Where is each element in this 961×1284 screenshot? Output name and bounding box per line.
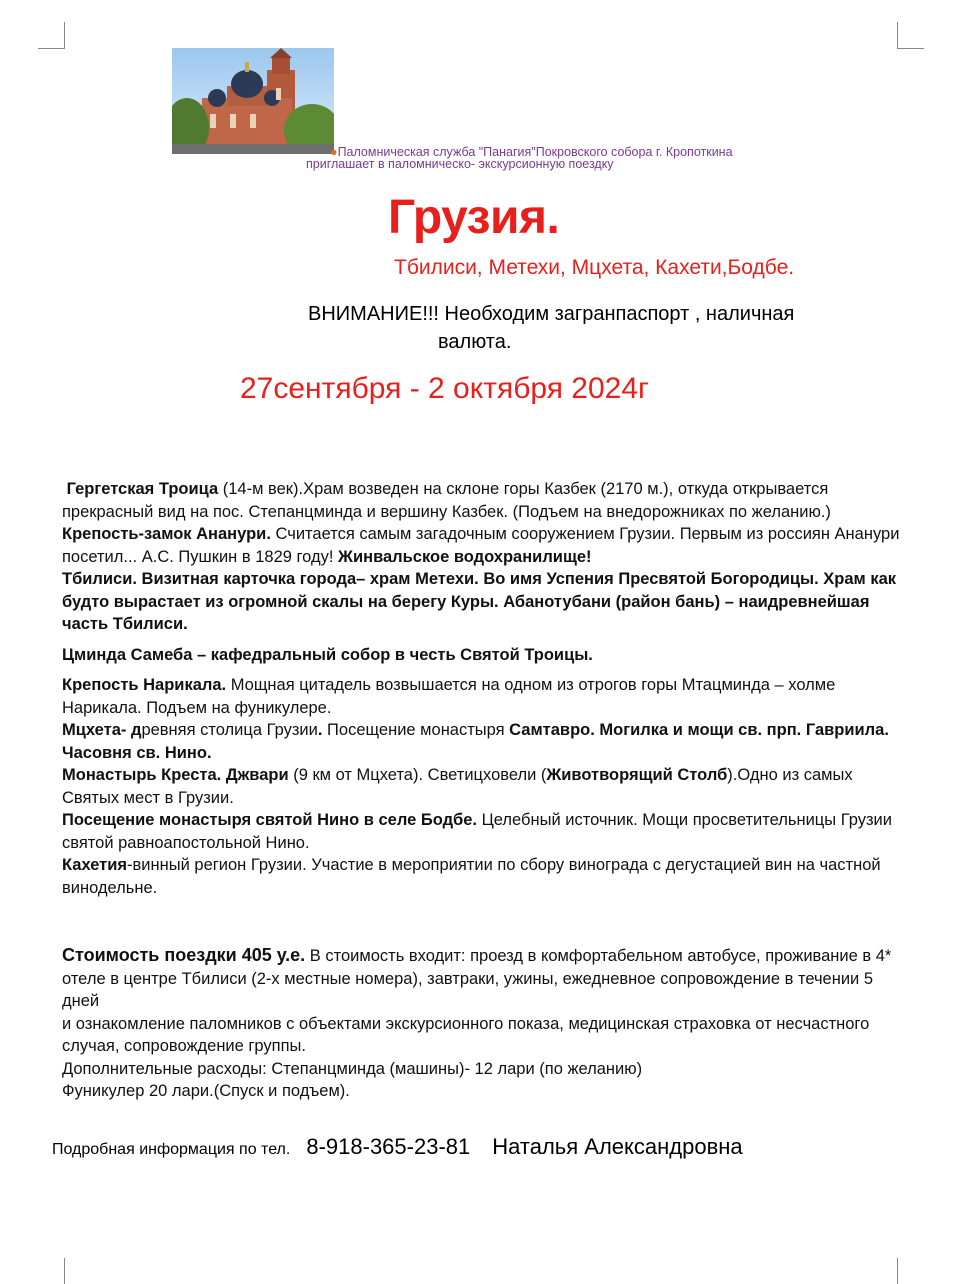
- item-text: ревняя столица Грузии: [141, 721, 318, 739]
- item-heading-2: Жинвальское водохранилище!: [338, 547, 592, 566]
- contact-name: Наталья Александровна: [492, 1134, 743, 1159]
- contact-phone: 8-918-365-23-81: [306, 1134, 471, 1159]
- itinerary-item-bodbe: [62, 809, 902, 854]
- cost-line-2: и ознакомление паломников с объектами экскурсионного показа, медицинская страховка от несчастного случая, сопровождение группы.: [62, 1014, 870, 1055]
- item-heading: Кахетия: [62, 856, 128, 874]
- cost-line-1: [62, 944, 892, 1013]
- itinerary-item-narikala: [62, 674, 902, 719]
- contact-info: [52, 1134, 743, 1160]
- item-text: (9 км от Мцхета). Светицховели (: [288, 766, 547, 784]
- item-heading-3: Самтавро. Могилка и мощи св. прп. Гавриила. Часовня св. Нино.: [62, 721, 889, 762]
- attention-notice: [308, 300, 888, 356]
- item-text: Мощная цитадель возвышается на одном из отрогов горы Мтацминда – холме Нарикала. Подъем на фуникулере.: [62, 676, 836, 717]
- item-heading-2: Животворящий Столб: [546, 766, 728, 784]
- cost-line-3: Дополнительные расходы: Степанцминда (машины)- 12 лари (по желанию): [62, 1059, 643, 1078]
- item-heading: Крепость-замок Ананури.: [62, 525, 271, 543]
- item-heading: Мцхета- д: [62, 721, 142, 739]
- page-title: Грузия.: [388, 191, 560, 244]
- attention-line-1: ВНИМАНИЕ!!! Необходим загранпаспорт , наличная: [308, 303, 795, 325]
- organizer-line-1: Паломническая служба "Панагия"Покровского собора г. Кропоткина: [337, 145, 733, 159]
- trip-dates: 27сентября - 2 октября 2024г: [240, 372, 649, 405]
- cost-line-4: Фуникулер 20 лари.(Спуск и подъем).: [62, 1082, 350, 1100]
- contact-label: Подробная информация по тел.: [52, 1141, 291, 1158]
- cost-heading: Стоимость поездки 405 у.е.: [62, 945, 306, 965]
- cost-section: [62, 944, 892, 1103]
- itinerary-item-kakheti: [62, 854, 902, 899]
- itinerary-item-mtskheta: [62, 719, 902, 764]
- cathedral-image: [172, 48, 334, 154]
- itinerary-item-ananuri: [62, 523, 902, 568]
- item-heading: Посещение монастыря святой Нино в селе Бодбе.: [62, 811, 478, 829]
- item-heading: Монастырь Креста. Джвари: [62, 766, 289, 784]
- item-heading: Крепость Нарикала.: [62, 676, 227, 694]
- cathedral-photo: [172, 48, 334, 154]
- organizer-line-2: приглашает в паломническо- экскурсионную поездку: [306, 157, 614, 171]
- organizer-text: [306, 145, 850, 171]
- itinerary-item-sameba: [62, 644, 902, 667]
- item-heading: Гергетская Троица: [66, 480, 219, 498]
- item-text: Целебный источник. Мощи просветительницы Грузии святой равноапостольной Нино.: [62, 811, 892, 852]
- item-heading: Цминда Самеба – кафедральный собор в честь Святой Троицы.: [62, 645, 593, 664]
- bullet-icon: ●: [330, 145, 338, 159]
- crop-mark-top-left: [38, 22, 65, 49]
- itinerary-item-jvari: [62, 764, 902, 809]
- crop-mark-bottom-right: [897, 1258, 924, 1284]
- item-text-2: ).Одно из самых Святых мест в Грузии.: [62, 766, 853, 807]
- itinerary: [62, 478, 902, 899]
- cities-subtitle: Тбилиси, Метехи, Мцхета, Кахети,Бодбе.: [394, 256, 795, 279]
- item-heading: Тбилиси. Визитная карточка города– храм Метехи. Во имя Успения Пресвятой Богородицы. Храм как будто вырастает из огромной скалы на берегу Куры. Абанотубани (район бань) – наидревнейшая часть Тбилиси.: [62, 570, 897, 633]
- crop-mark-bottom-left: [38, 1258, 65, 1284]
- item-text: -винный регион Грузии. Участие в мероприятии по сбору винограда с дегустацией вин на частной винодельне.: [62, 856, 881, 897]
- item-text: (14-м век).Храм возведен на склоне горы Казбек (2170 м.), откуда открывается прекрасный вид на пос. Степанцминда и вершину Казбек. (Подъем на внедорожниках по желанию.): [62, 480, 831, 521]
- item-text: Считается самым загадочным сооружением Грузии. Первым из россиян Ананури посетил... А.С. Пушкин в 1829 году!: [62, 525, 900, 566]
- itinerary-item-gergeti: [62, 478, 902, 523]
- item-text-2: Посещение монастыря: [322, 721, 510, 739]
- itinerary-item-tbilisi: [62, 568, 902, 636]
- item-heading-2: .: [317, 721, 323, 739]
- cost-includes: В стоимость входит: проезд в комфортабельном автобусе, проживание в 4* отеле в центре Тбилиси (2-х местные номера), завтраки, ужины, ежедневное сопровождение в течении 5 дней: [62, 947, 892, 1010]
- crop-mark-top-right: [897, 22, 924, 49]
- attention-line-2: валюта.: [438, 331, 512, 353]
